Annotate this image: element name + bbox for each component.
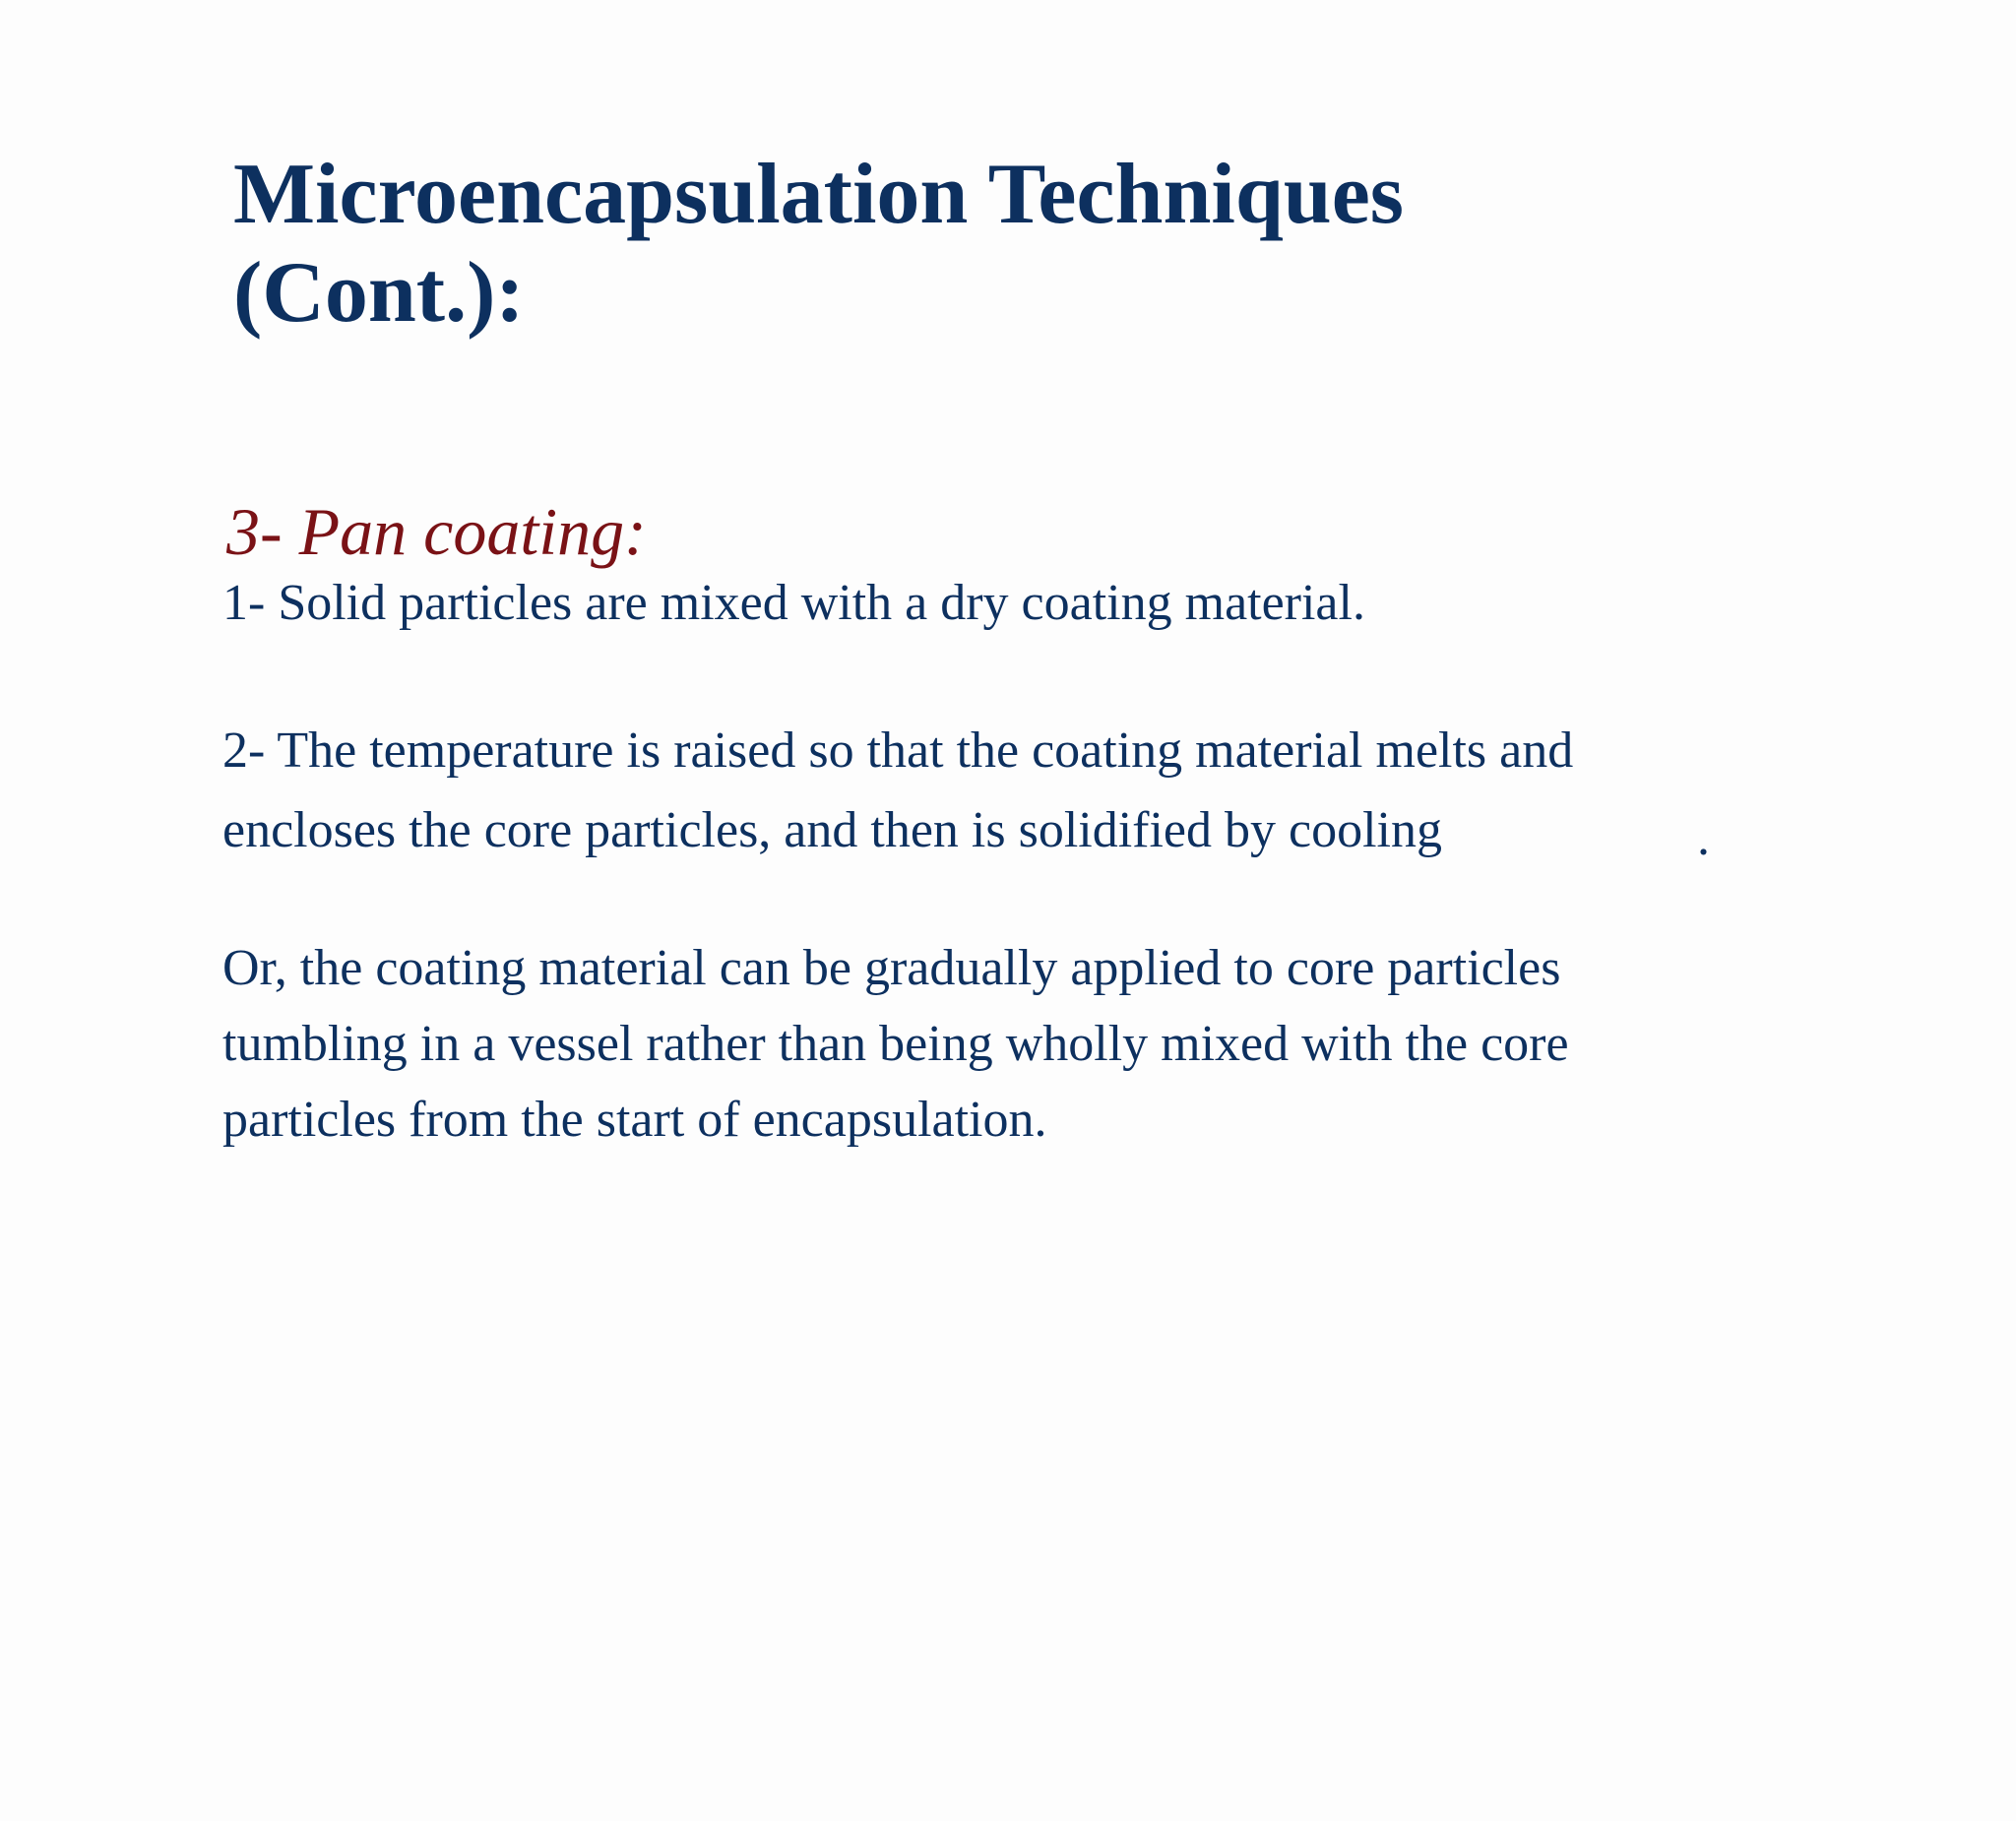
alternative-line-2: tumbling in a vessel rather than being wholly mixed with the core (222, 1016, 1569, 1072)
trailing-period: . (1697, 810, 1710, 866)
step-2-line-2: encloses the core particles, and then is solidified by cooling (222, 802, 1442, 858)
alternative-line-3: particles from the start of encapsulation. (222, 1092, 1047, 1148)
step-1-text: 1- Solid particles are mixed with a dry coating material. (222, 575, 1365, 631)
step-2-line-1: 2- The temperature is raised so that the coating material melts and (222, 722, 1574, 779)
alternative-line-1: Or, the coating material can be gradually applied to core particles (222, 940, 1561, 996)
section-heading: 3- Pan coating: (226, 494, 647, 569)
slide-title-line-2: (Cont.): (233, 245, 525, 341)
alternative-method-text (222, 930, 1699, 1158)
slide-title-line-1: Microencapsulation Techniques (233, 147, 1405, 242)
slide-title (233, 146, 1513, 343)
step-2-text (222, 711, 1699, 870)
